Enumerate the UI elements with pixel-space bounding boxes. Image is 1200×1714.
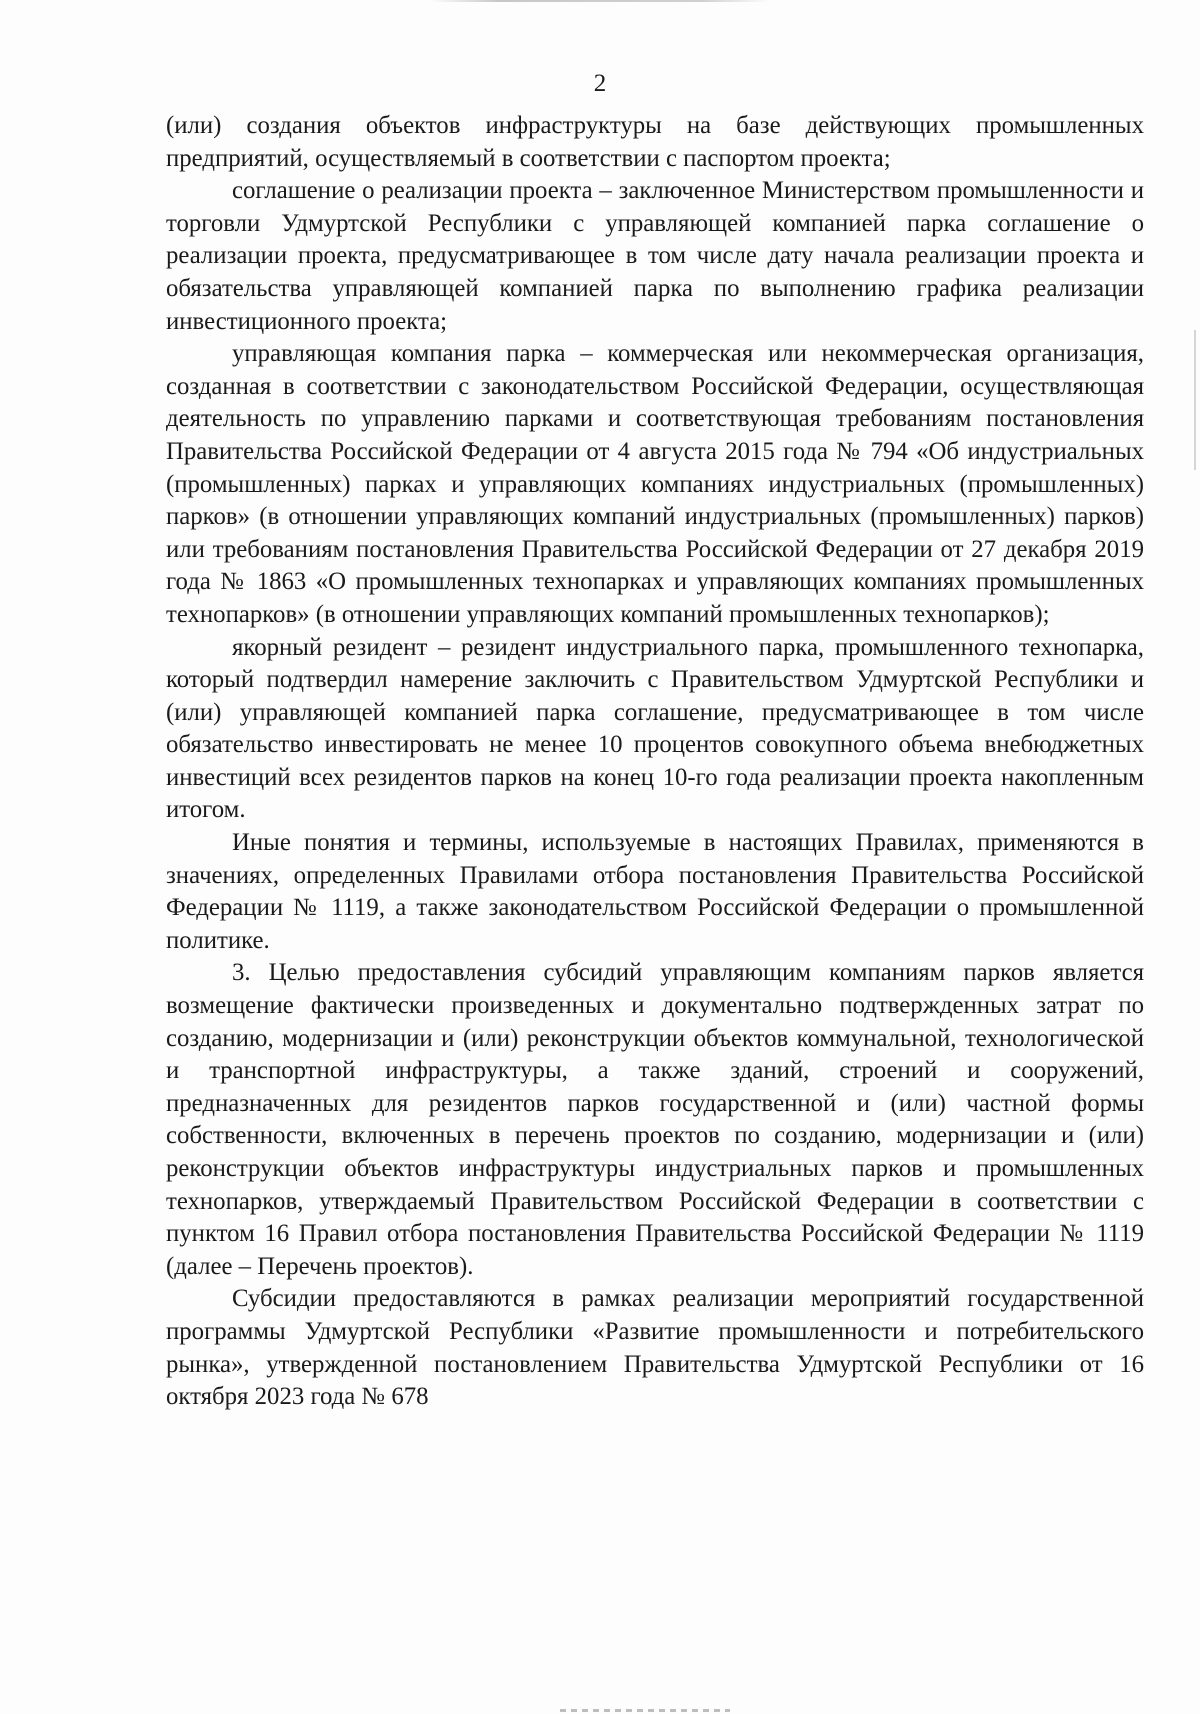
paragraph-anchor-resident-definition: якорный резидент – резидент индустриального парка, промышленного технопарка, который подтвердил намерение заключить с Правительством Удмуртской Республики и (или) управляющей компанией парка соглашение, предусматривающее в том числе обязательство инвестировать не менее 10 процентов совокупного объема внебюджетных инвестиций всех резидентов парков на конец 10-го года реализации проекта накопленным итогом.	[166, 633, 1144, 824]
paragraph-infrastructure-continuation: (или) создания объектов инфраструктуры на базе действующих промышленных предприятий, осуществляемый в соответствии с паспортом проекта;	[166, 112, 1144, 172]
paragraph-agreement-definition: соглашение о реализации проекта – заключенное Министерством промышленности и торговли Удмуртской Республики с управляющей компанией парка соглашение о реализации проекта, предусматривающее в том числе дату начала реализации проекта и обязательства управляющей компанией парка по выполнению графика реализации инвестиционного проекта;	[166, 177, 1144, 335]
scan-edge-mark-right	[1194, 330, 1196, 470]
paragraph-subsidy-program: Субсидии предоставляются в рамках реализации мероприятий государственной программы Удмуртской Республики «Развитие промышленности и потребительского рынка», утвержденной постановлением Правительства Удмуртской Республики от 16 октября 2023 года № 678	[166, 1285, 1144, 1411]
scan-edge-mark-top	[430, 0, 770, 2]
paragraph-management-company-definition: управляющая компания парка – коммерческая или некоммерческая организация, созданная в соответствии с законодательством Российской Федерации, осуществляющая деятельность по управлению парками и соответствующая требованиям постановления Правительства Российской Федерации от 4 августа 2015 года № 794 «Об индустриальных (промышленных) парках и управляющих компаниях индустриальных (промышленных) парков» (в отношении управляющих компаний индустриальных (промышленных) парков) или требованиям постановления Правительства Российской Федерации от 27 декабря 2019 года № 1863 «О промышленных технопарках и управляющих компаниях промышленных технопарков» (в отношении управляющих компаний промышленных технопарков);	[166, 340, 1144, 628]
scan-edge-mark-bottom	[560, 1709, 730, 1712]
paragraph-subsidy-purpose: 3. Целью предоставления субсидий управляющим компаниям парков является возмещение фактически произведенных и документально подтвержденных затрат по созданию, модернизации и (или) реконструкции объектов коммунальной, технологической и транспортной инфраструктуры, а также зданий, строений и сооружений, предназначенных для резидентов парков государственной и (или) частной формы собственности, включенных в перечень проектов по созданию, модернизации и (или) реконструкции объектов инфраструктуры индустриальных парков и промышленных технопарков, утверждаемый Правительством Российской Федерации в соответствии с пунктом 16 Правил отбора постановления Правительства Российской Федерации № 1119 (далее – Перечень проектов).	[166, 959, 1144, 1280]
paragraph-other-terms: Иные понятия и термины, используемые в настоящих Правилах, применяются в значениях, определенных Правилами отбора постановления Правительства Российской Федерации № 1119, а также законодательством Российской Федерации о промышленной политике.	[166, 829, 1144, 954]
page-number: 2	[593, 70, 607, 97]
document-body	[166, 110, 1144, 1414]
